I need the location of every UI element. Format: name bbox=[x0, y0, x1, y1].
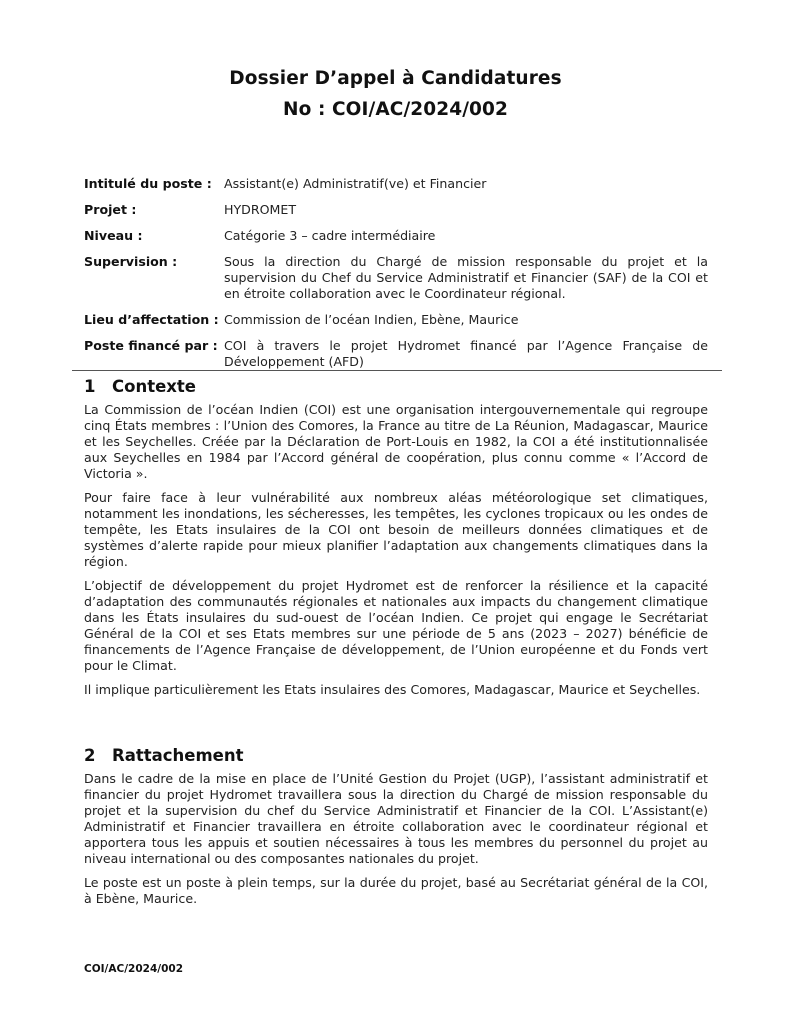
info-value: Commission de l’océan Indien, Ebène, Maurice bbox=[224, 312, 519, 327]
job-info-table bbox=[84, 176, 708, 380]
footer-reference: COI/AC/2024/002 bbox=[84, 963, 184, 975]
info-row-location bbox=[84, 312, 708, 328]
horizontal-divider bbox=[72, 370, 722, 371]
info-value: Catégorie 3 – cadre intermédiaire bbox=[224, 228, 436, 243]
info-label: Projet : bbox=[84, 202, 137, 217]
info-value: COI à travers le projet Hydromet financé par l’Agence Française de Développement (AFD) bbox=[224, 338, 708, 369]
info-value: Sous la direction du Chargé de mission responsable du projet et la supervision du Chef du Service Administratif et Financier (SAF) de la COI et en étroite collaboration avec le Coordinateur régional. bbox=[224, 254, 708, 301]
section-heading bbox=[84, 746, 708, 765]
info-label: Niveau : bbox=[84, 228, 143, 243]
document-reference-number: No : COI/AC/2024/002 bbox=[283, 99, 508, 120]
info-row-funding bbox=[84, 338, 708, 370]
paragraph: Le poste est un poste à plein temps, sur la durée du projet, basé au Secrétariat général de la COI, à Ebène, Maurice. bbox=[84, 875, 708, 906]
info-row-job-title bbox=[84, 176, 708, 192]
info-label: Intitulé du poste : bbox=[84, 176, 212, 191]
info-row-project bbox=[84, 202, 708, 218]
section-number: 2 bbox=[84, 746, 96, 765]
paragraph: Dans le cadre de la mise en place de l’Unité Gestion du Projet (UGP), l’assistant administratif et financier du projet Hydromet travaillera sous la direction du Chargé de mission responsable du projet et la supervision du chef du Service Administratif et Financier de la COI. L’Assistant(e) Administratif et Financier travaillera en étroite collaboration avec le coordinateur régional et apportera tous les appuis et soutien nécessaires à tous les membres du personnel du projet au niveau international ou des composantes nationales du projet. bbox=[84, 771, 708, 866]
info-label: Lieu d’affectation : bbox=[84, 312, 219, 327]
document-title: Dossier D’appel à Candidatures bbox=[229, 68, 562, 89]
info-value: HYDROMET bbox=[224, 202, 297, 217]
info-row-supervision bbox=[84, 254, 708, 302]
paragraph: Pour faire face à leur vulnérabilité aux nombreux aléas météorologique set climatiques, notamment les inondations, les sécheresses, les tempêtes, les cyclones tropicaux ou les ondes de tempête, les Etats insulaires de la COI ont besoin de meilleurs données climatiques et de systèmes d’alerte rapide pour mieux planifier l’adaptation aux changements climatiques dans la région. bbox=[84, 490, 708, 569]
paragraph: Il implique particulièrement les Etats insulaires des Comores, Madagascar, Maurice et Seychelles. bbox=[84, 682, 701, 697]
section-title: Contexte bbox=[112, 377, 196, 396]
section-number: 1 bbox=[84, 377, 96, 396]
info-value: Assistant(e) Administratif(ve) et Financier bbox=[224, 176, 487, 191]
section-contexte bbox=[84, 377, 708, 706]
section-rattachement bbox=[84, 746, 708, 915]
paragraph: L’objectif de développement du projet Hydromet est de renforcer la résilience et la capacité d’adaptation des communautés régionales et nationales aux impacts du changement climatique dans les États insulaires du sud-ouest de l’océan Indien. Ce projet qui engage le Secrétariat Général de la COI et ses Etats membres sur une période de 5 ans (2023 – 2027) bénéficie de financements de l’Agence Française de développement, de l’Union européenne et du Fonds vert pour le Climat. bbox=[84, 578, 708, 673]
section-title: Rattachement bbox=[112, 746, 244, 765]
paragraph: La Commission de l’océan Indien (COI) est une organisation intergouvernementale qui regroupe cinq États membres : l’Union des Comores, la France au titre de La Réunion, Madagascar, Maurice et les Seychelles. Créée par la Déclaration de Port-Louis en 1982, la COI a été institutionnalisée aux Seychelles en 1984 par l’Accord général de coopération, plus connu comme « l’Accord de Victoria ». bbox=[84, 402, 708, 481]
info-row-level bbox=[84, 228, 708, 244]
info-label: Poste financé par : bbox=[84, 338, 218, 353]
info-label: Supervision : bbox=[84, 254, 178, 269]
section-heading bbox=[84, 377, 708, 396]
